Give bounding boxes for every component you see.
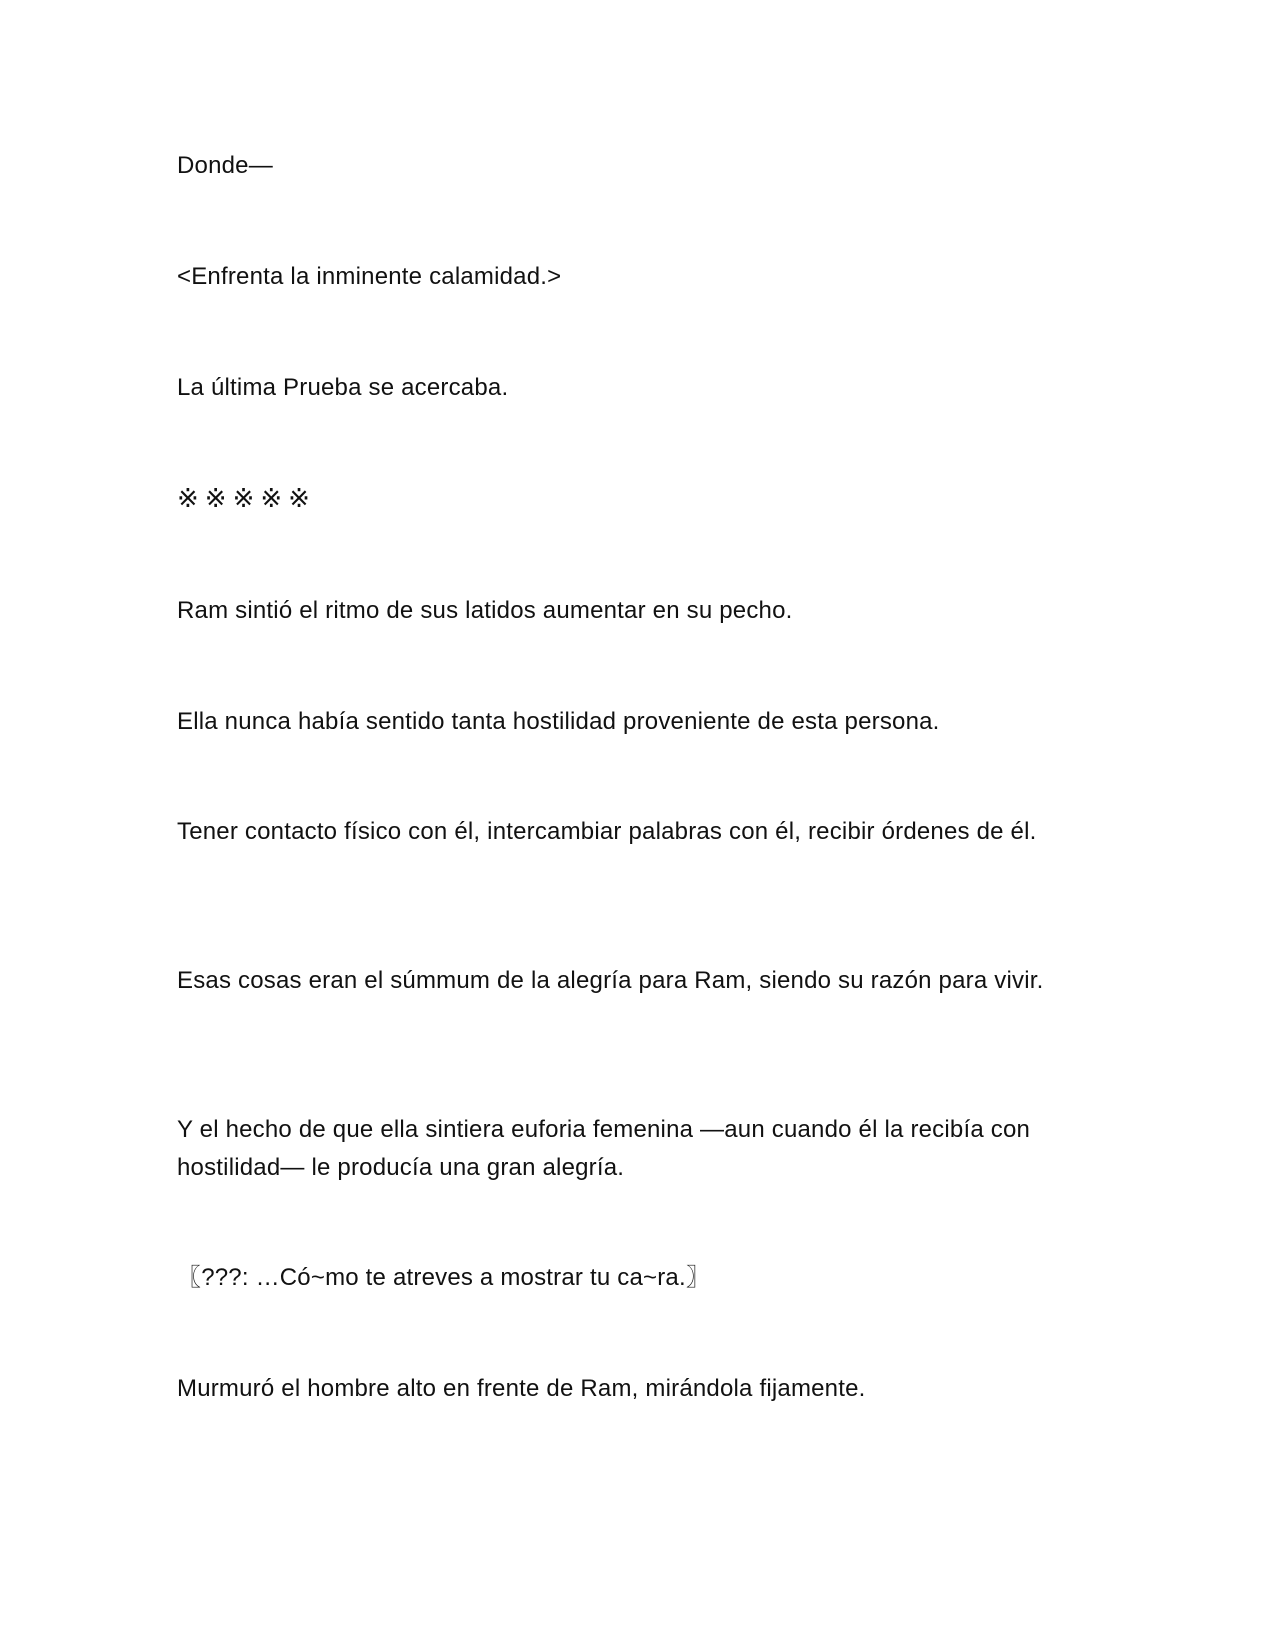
paragraph-joy: Esas cosas eran el súmmum de la alegría para Ram, siendo su razón para vivir.	[177, 967, 1044, 994]
paragraph-donde: Donde—	[177, 152, 273, 179]
paragraph-heartbeat: Ram sintió el ritmo de sus latidos aumentar en su pecho.	[177, 597, 793, 624]
paragraph-last-trial: La última Prueba se acercaba.	[177, 374, 509, 401]
paragraph-murmur: Murmuró el hombre alto en frente de Ram, mirándola fijamente.	[177, 1375, 866, 1402]
paragraph-euphoria: Y el hecho de que ella sintiera euforia femenina —aun cuando él la recibía con hostilidad— le producía una gran alegría.	[177, 1116, 1031, 1181]
paragraph-dialogue: 〖???: …Có~mo te atreves a mostrar tu ca~ra.〗	[177, 1264, 711, 1291]
paragraph-hostility: Ella nunca había sentido tanta hostilidad proveniente de esta persona.	[177, 708, 940, 735]
section-separator: ※※※※※	[177, 484, 316, 514]
paragraph-calamity: <Enfrenta la inminente calamidad.>	[177, 263, 562, 290]
paragraph-contact: Tener contacto físico con él, intercambiar palabras con él, recibir órdenes de él.	[177, 818, 1037, 845]
